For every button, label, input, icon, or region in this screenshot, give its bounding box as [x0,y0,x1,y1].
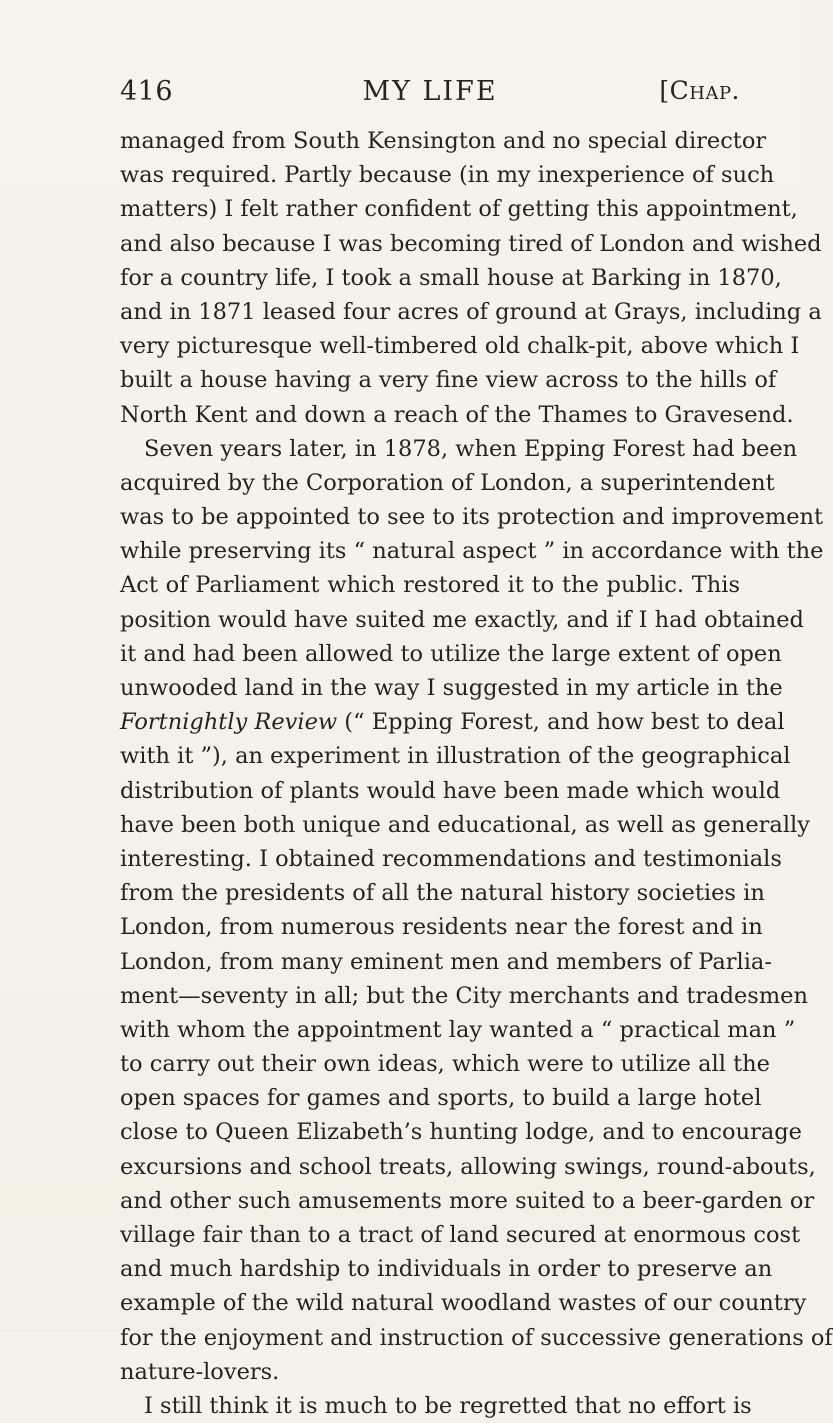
page-number: 416 [120,76,174,107]
text-line: to carry out their own ideas, which were to utilize all the [120,1051,770,1078]
text-line: managed from South Kensington and no special director [120,128,767,154]
text-line: village fair than to a tract of land secured at enormous cost [120,1222,801,1248]
text-line: and also because I was becoming tired of London and wished [120,230,822,257]
text-line: interesting. I obtained recommendations and testimonials [120,845,782,872]
text-line: and in 1871 leased four acres of ground at Grays, including a [120,298,822,325]
text-line: I still think it is much to be regretted that no effort is [144,1392,752,1419]
text-line: Seven years later, in 1878, when Epping Forest had been [144,435,798,462]
text-line: London, from numerous residents near the forest and in [120,914,763,941]
text-line: open spaces for games and sports, to build a large hotel [120,1085,762,1112]
text-line: very picturesque well-timbered old chalk-pit, above which I [120,333,800,360]
text-line: Act of Parliament which restored it to the public. This [120,572,740,599]
text-line: nature-lovers. [120,1358,280,1385]
fortnightly-review-title: Fortnightly Review [120,709,338,736]
text-line: and much hardship to individuals in order to preserve an [120,1256,773,1283]
text-line: example of the wild natural woodland wastes of our country [120,1290,807,1317]
text-line: have been both unique and educational, as well as generally [120,811,810,838]
text-line: with it ”), an experiment in illustration of the geographical [120,743,791,770]
text-line: excursions and school treats, allowing swings, round-abouts, [120,1153,816,1180]
text-line: while preserving its “ natural aspect ” in accordance with the [120,538,824,565]
text-line: with whom the appointment lay wanted a “ practical man ” [120,1016,796,1043]
text-line: position would have suited me exactly, and if I had obtained [120,606,804,633]
text-line: London, from many eminent men and members of Parlia- [120,948,772,975]
text-line: for a country life, I took a small house at Barking in 1870, [120,264,782,291]
text-line: distribution of plants would have been made which would [120,777,781,804]
page-header [120,76,740,110]
text-line: built a house having a very fine view across to the hills of [120,367,777,394]
text-line: for the enjoyment and instruction of successive generations of [120,1324,833,1351]
text-line: acquired by the Corporation of London, a superintendent [120,469,775,496]
text-line-rest: (“ Epping Forest, and how best to deal [337,709,785,736]
text-line: North Kent and down a reach of the Thames to Gravesend. [120,401,794,428]
running-title: MY LIFE [362,76,498,107]
body-text [120,124,833,1423]
chapter-label: [Chap. [659,76,740,105]
text-line: was to be appointed to see to its protection and improvement [120,504,824,531]
text-line: was required. Partly because (in my inexperience of such [120,162,775,189]
text-line: ment—seventy in all; but the City merchants and tradesmen [120,982,808,1009]
text-line: unwooded land in the way I suggested in my article in the [120,675,783,701]
text-line: matters) I felt rather confident of getting this appointment, [120,196,798,223]
text-line-with-italic [120,705,785,739]
text-line: and other such amusements more suited to a beer-garden or [120,1187,815,1214]
text-line: from the presidents of all the natural history societies in [120,880,765,907]
text-line: it and had been allowed to utilize the large extent of open [120,640,782,667]
text-line: close to Queen Elizabeth’s hunting lodge, and to encourage [120,1119,802,1146]
